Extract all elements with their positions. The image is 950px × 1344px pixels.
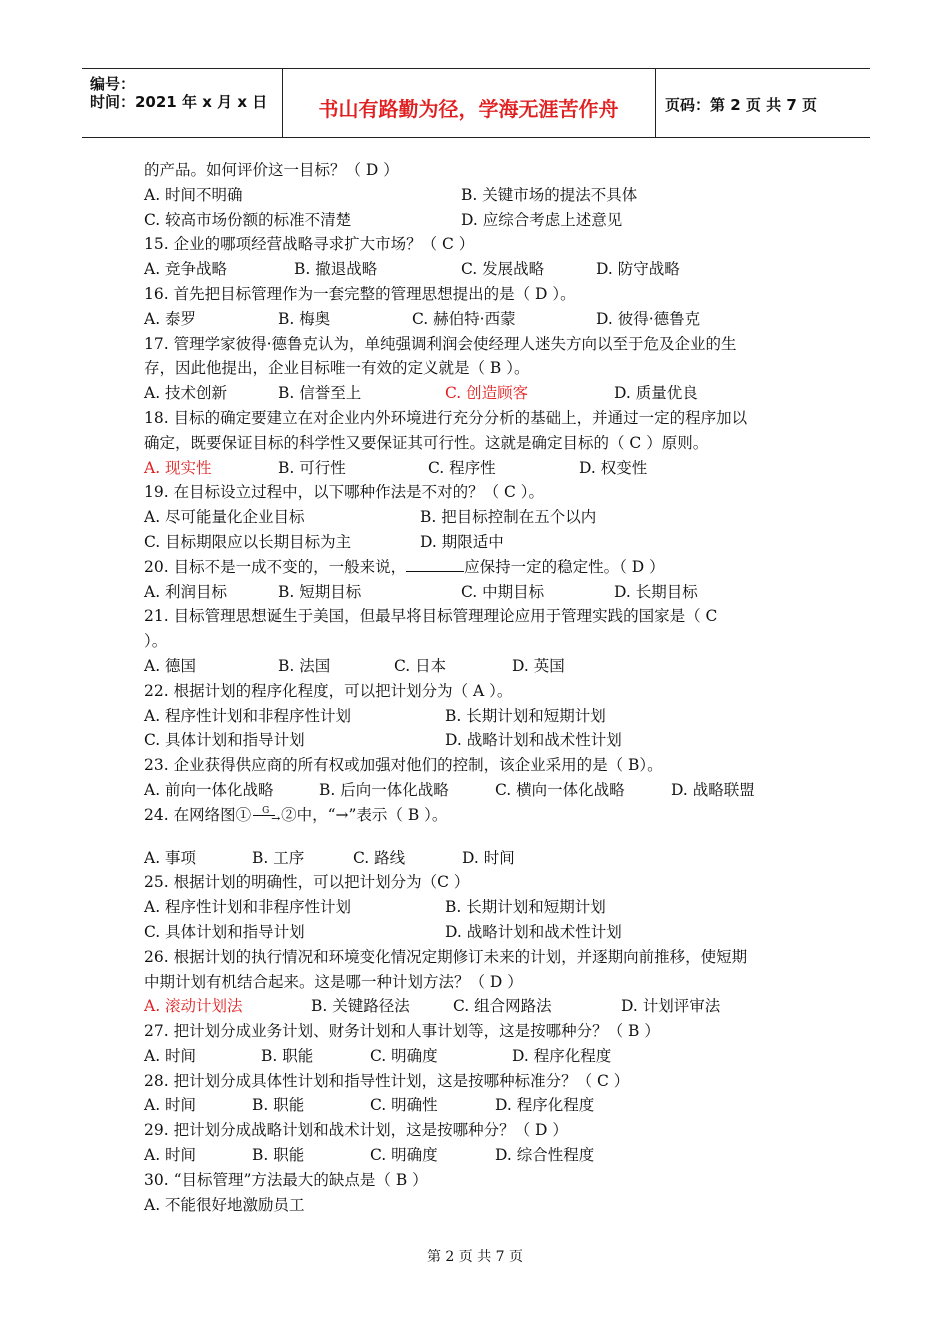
question-line: [144, 1069, 814, 1094]
option-d: D. 程序化程度: [512, 1046, 612, 1065]
question-line: [144, 970, 814, 995]
option-a: A. 程序性计划和非程序性计划: [144, 706, 352, 725]
question-22: 22. 根据计划的程序化程度，可以把计划分为（ A ）。: [144, 681, 513, 700]
header-page-number: 页码：第 2 页 共 7 页: [665, 96, 817, 114]
arrow-label-g: G: [262, 805, 270, 816]
option-b: B. 后向一体化战略: [319, 780, 449, 799]
options-line: [144, 1044, 814, 1069]
page-footer: 第 2 页 共 7 页: [426, 1249, 524, 1265]
options-line: [144, 257, 814, 282]
option-c: C. 明确度: [370, 1046, 438, 1065]
option-c-highlighted: C. 创造顾客: [445, 384, 529, 403]
question-28: 28. 把计划分成具体性计划和指导性计划，这是按哪种标准分？（ C ）: [144, 1071, 630, 1090]
options-line: [144, 183, 814, 208]
option-d: D. 综合性程度: [495, 1146, 595, 1165]
options-line: [144, 208, 814, 233]
question-20-text: 20. 目标不是一成不变的，一般来说，: [144, 557, 407, 576]
option-c: C. 中期目标: [461, 582, 545, 601]
question-line: [144, 803, 814, 828]
document-body: [144, 158, 814, 1217]
option-a: A. 德国: [144, 656, 197, 675]
option-c: C. 具体计划和指导计划: [144, 922, 305, 941]
option-d: D. 长期目标: [614, 582, 698, 601]
option-c: C. 目标期限应以长期目标为主: [144, 532, 352, 551]
option-d: D. 战略计划和战术性计划: [445, 731, 622, 750]
options-line: [144, 704, 814, 729]
options-line: [144, 1143, 814, 1168]
option-c: C. 较高市场份额的标准不清楚: [144, 210, 352, 229]
option-d: D. 战略联盟: [671, 780, 755, 799]
question-line: [144, 945, 814, 970]
question-19: 19. 在目标设立过程中，以下哪种作法是不对的？（ C ）。: [144, 483, 545, 502]
question-line: [144, 870, 814, 895]
option-d: D. 质量优良: [614, 384, 698, 403]
question-line: [144, 629, 814, 654]
header-motto: 书山有路勤为径，学海无涯苦作舟: [318, 97, 619, 121]
question-line: [144, 480, 814, 505]
option-d: D. 时间: [462, 848, 515, 867]
options-line: [144, 778, 814, 803]
option-b: B. 梅奥: [278, 309, 331, 328]
option-b: B. 撤退战略: [294, 260, 378, 279]
question-line: [144, 232, 814, 257]
question-16: 16. 首先把目标管理作为一套完整的管理思想提出的是（ D ）。: [144, 284, 576, 303]
question-18-cont: 确定，既要保证目标的科学性又要保证其可行性。这就是确定目标的（ C ）原则。: [144, 433, 709, 452]
question-line: [144, 1118, 814, 1143]
text-line: [144, 158, 814, 183]
option-d: D. 计划评审法: [621, 997, 721, 1016]
question-line: [144, 356, 814, 381]
question-line: [144, 1019, 814, 1044]
option-a: A. 时间: [144, 1146, 197, 1165]
question-27: 27. 把计划分成业务计划、财务计划和人事计划等，这是按哪种分？（ B ）: [144, 1022, 660, 1041]
option-a: A. 事项: [144, 848, 197, 867]
options-line: [144, 654, 814, 679]
option-a: A. 泰罗: [144, 309, 197, 328]
option-c: C. 日本: [394, 656, 447, 675]
question-line: [144, 1168, 814, 1193]
option-a: A. 前向一体化战略: [144, 780, 274, 799]
question-24-text-end: ②中，“→”表示（ B ）。: [281, 805, 448, 824]
question-30: 30. “目标管理”方法最大的缺点是（ B ）: [144, 1170, 428, 1189]
header-motto-cell: [282, 69, 656, 137]
question-25: 25. 根据计划的明确性，可以把计划分为（C ）: [144, 873, 470, 892]
question-line: [144, 406, 814, 431]
options-line: [144, 994, 814, 1019]
option-a: A. 尽可能量化企业目标: [144, 508, 305, 527]
option-c: C. 具体计划和指导计划: [144, 731, 305, 750]
option-b: B. 工序: [252, 848, 305, 867]
option-c: C. 横向一体化战略: [495, 780, 625, 799]
question-23: 23. 企业获得供应商的所有权或加强对他们的控制，该企业采用的是（ B）。: [144, 756, 663, 775]
option-d: D. 程序化程度: [495, 1096, 595, 1115]
options-line: [144, 1093, 814, 1118]
option-c: C. 明确度: [370, 1146, 438, 1165]
question-15: 15. 企业的哪项经营战略寻求扩大市场？（ C ）: [144, 235, 475, 254]
option-b: B. 可行性: [278, 458, 346, 477]
option-d: D. 英国: [512, 656, 565, 675]
document-date-label: 时间：2021 年 x 月 x 日: [90, 93, 268, 111]
option-b: B. 长期计划和短期计划: [445, 706, 606, 725]
option-d: D. 战略计划和战术性计划: [445, 922, 622, 941]
option-b: B. 关键市场的提法不具体: [461, 185, 638, 204]
option-d: D. 彼得·德鲁克: [596, 309, 701, 328]
header-meta-cell: [82, 69, 283, 137]
option-b: B. 关键路径法: [311, 997, 410, 1016]
option-b: B. 法国: [278, 656, 331, 675]
question-line: [144, 431, 814, 456]
options-line: [144, 580, 814, 605]
question-24: [144, 803, 447, 828]
option-a: A. 竞争战略: [144, 260, 228, 279]
option-b: B. 信誉至上: [278, 384, 362, 403]
options-line: [144, 381, 814, 406]
options-line: [144, 530, 814, 555]
header-page-cell: [655, 69, 870, 137]
network-arrow-icon: G →: [251, 809, 281, 823]
question-17: 17. 管理学家彼得·德鲁克认为，单纯强调利润会使经理人迷失方向以至于危及企业的生: [144, 334, 737, 353]
option-b: B. 短期目标: [278, 582, 362, 601]
question-text: 的产品。如何评价这一目标？（ D ）: [144, 161, 399, 179]
option-b: B. 职能: [252, 1096, 305, 1115]
option-c: C. 发展战略: [461, 260, 545, 279]
question-18: 18. 目标的确定要建立在对企业内外环境进行充分分析的基础上，并通过一定的程序加以: [144, 408, 748, 427]
option-c: C. 程序性: [428, 458, 496, 477]
options-line: [144, 1193, 814, 1218]
option-c: C. 组合网路法: [453, 997, 552, 1016]
option-b: B. 职能: [252, 1146, 305, 1165]
options-line: [144, 846, 814, 871]
question-26-cont: 中期计划有机结合起来。这是哪一种计划方法？（ D ）: [144, 972, 523, 991]
option-a: A. 技术创新: [144, 384, 228, 403]
option-d: D. 期限适中: [420, 532, 504, 551]
option-b: B. 把目标控制在五个以内: [420, 508, 597, 527]
options-line: [144, 895, 814, 920]
question-line: [144, 753, 814, 778]
options-line: [144, 307, 814, 332]
option-d: D. 防守战略: [596, 260, 680, 279]
fill-in-blank: [406, 557, 464, 572]
question-24-text: 24. 在网络图①: [144, 805, 252, 824]
question-21-cont: ）。: [144, 632, 168, 651]
option-c: C. 明确性: [370, 1096, 438, 1115]
option-d: D. 权变性: [579, 458, 648, 477]
option-a: A. 时间不明确: [144, 185, 243, 204]
options-line: [144, 456, 814, 481]
question-20: [144, 555, 665, 580]
option-a: A. 利润目标: [144, 582, 228, 601]
option-a: A. 不能很好地激励员工: [144, 1195, 305, 1214]
options-line: [144, 505, 814, 530]
options-line: [144, 728, 814, 753]
question-line: [144, 604, 814, 629]
option-a-highlighted: A. 滚动计划法: [144, 997, 243, 1016]
question-line: [144, 555, 814, 580]
page-header: [82, 68, 870, 138]
option-a: A. 时间: [144, 1046, 197, 1065]
question-17-cont: 存，因此他提出，企业目标唯一有效的定义就是（ B ）。: [144, 359, 530, 378]
option-c: C. 路线: [353, 848, 406, 867]
question-line: [144, 332, 814, 357]
option-b: B. 长期计划和短期计划: [445, 898, 606, 917]
question-29: 29. 把计划分成战略计划和战术计划，这是按哪种分？（ D ）: [144, 1121, 568, 1140]
options-line: [144, 920, 814, 945]
option-c: C. 赫伯特·西蒙: [412, 309, 516, 328]
document-number-label: 编号：: [90, 75, 136, 93]
question-26: 26. 根据计划的执行情况和环境变化情况定期修订未来的计划，并逐期向前推移，使短期: [144, 947, 748, 966]
question-line: [144, 679, 814, 704]
question-21: 21. 目标管理思想诞生于美国，但最早将目标管理理论应用于管理实践的国家是（ C: [144, 607, 718, 626]
option-d: D. 应综合考虑上述意见: [461, 210, 623, 229]
option-a: A. 时间: [144, 1096, 197, 1115]
option-b: B. 职能: [261, 1046, 314, 1065]
question-20-text-end: 应保持一定的稳定性。（ D ）: [464, 557, 665, 576]
question-line: [144, 282, 814, 307]
option-a-highlighted: A. 现实性: [144, 458, 212, 477]
option-a: A. 程序性计划和非程序性计划: [144, 898, 352, 917]
